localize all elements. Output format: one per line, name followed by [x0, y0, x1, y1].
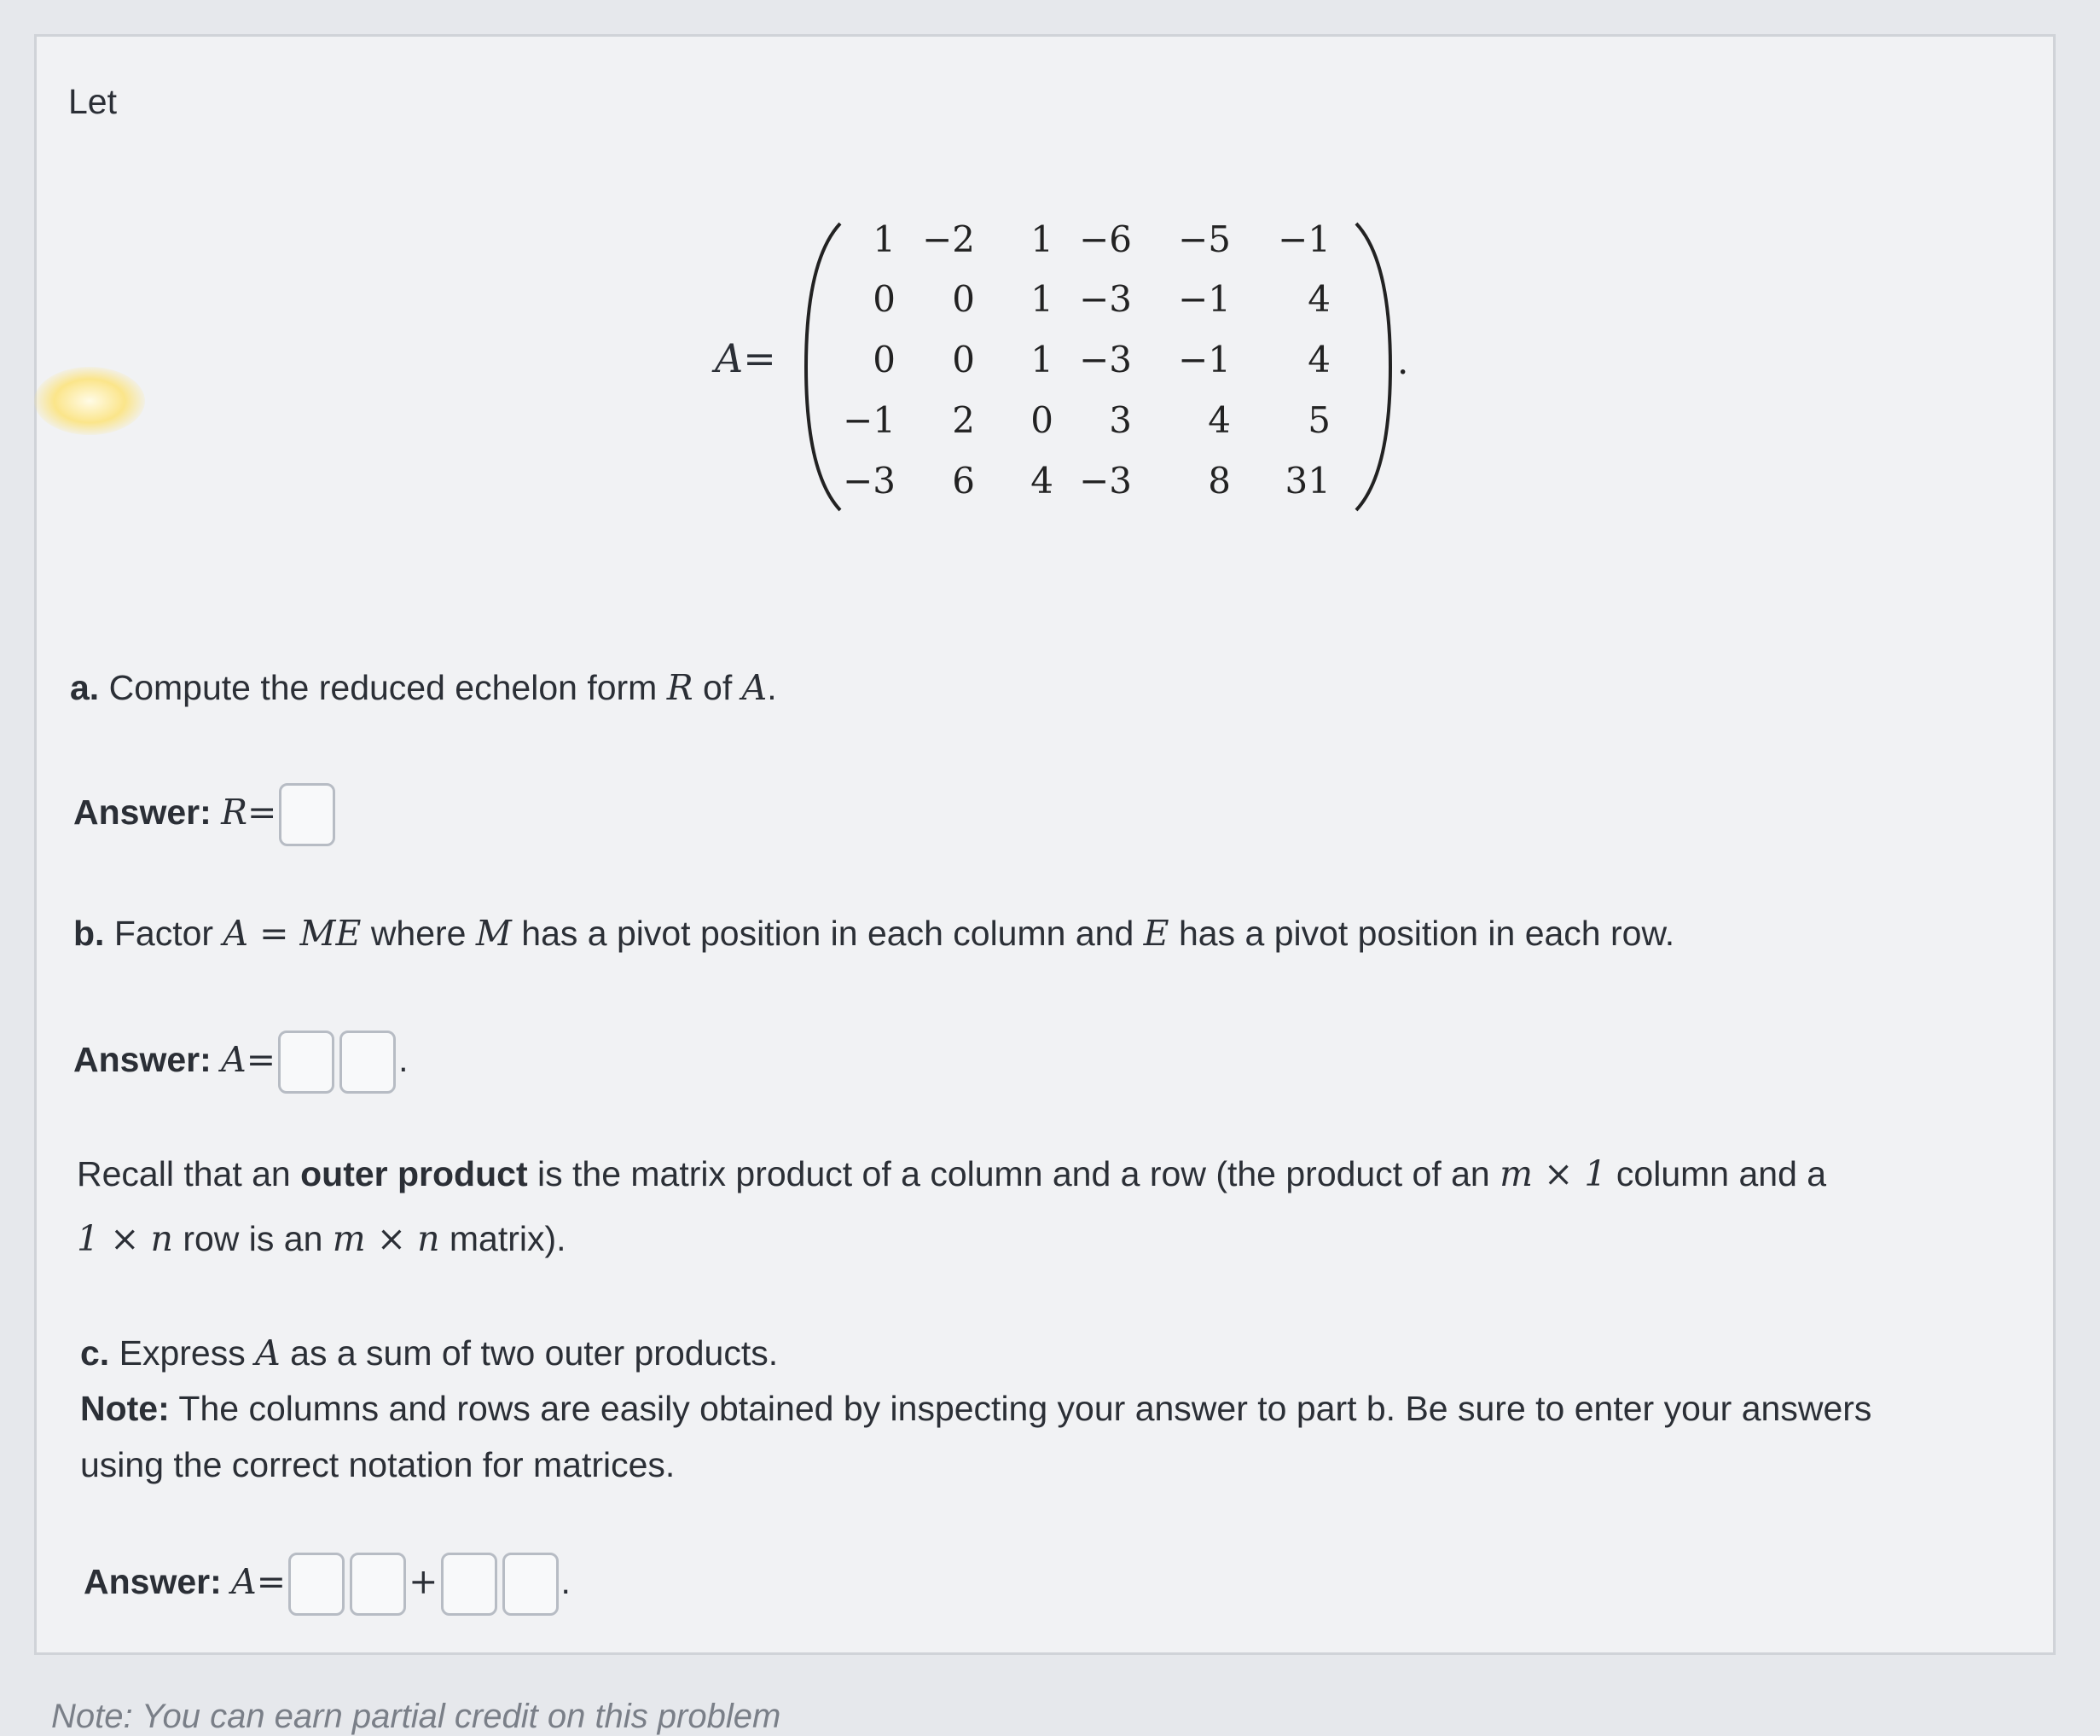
- answer-b-m-input[interactable]: [278, 1031, 334, 1094]
- matrix-cell: −2: [922, 218, 975, 260]
- matrix-cell: 6: [952, 460, 975, 502]
- answer-c-row2-input[interactable]: [502, 1553, 559, 1616]
- intro-text: Let: [68, 82, 117, 121]
- part-b-question: b. Factor A = ME where M has a pivot position in each column and E has a pivot position in each row.: [73, 913, 1675, 954]
- matrix-cell: 0: [873, 278, 896, 320]
- matrix-cell: −1: [1278, 218, 1331, 260]
- matrix-cell: 8: [1208, 460, 1231, 502]
- part-a-question: a. Compute the reduced echelon form R of A.: [70, 667, 777, 708]
- footer-note: Note: You can earn partial credit on this problem: [51, 1698, 781, 1735]
- answer-r-input[interactable]: [279, 783, 335, 846]
- matrix-cell: 4: [1308, 278, 1331, 320]
- right-paren: [1356, 224, 1390, 510]
- part-c-note-line-2: using the correct notation for matrices.: [80, 1445, 676, 1484]
- part-c-note-line-1: Note: The columns and rows are easily obtained by inspecting your answer to part b. Be sure to enter your answers: [80, 1389, 1872, 1428]
- answer-c-col2-input[interactable]: [441, 1553, 497, 1616]
- matrix-cell: −1: [1178, 339, 1231, 380]
- matrix-cell: −3: [1079, 278, 1132, 320]
- part-c-answer: Answer: A= + .: [84, 1553, 571, 1616]
- matrix-cell: −1: [1178, 278, 1231, 320]
- recall-line-1: Recall that an outer product is the matrix product of a column and a row (the product of an m × 1 column and a: [77, 1153, 1827, 1194]
- matrix-cell: 1: [1030, 218, 1053, 260]
- matrix-cell: 0: [1030, 399, 1053, 441]
- matrix-cell: 3: [1109, 399, 1132, 441]
- part-c-question: c. Express A as a sum of two outer products.: [80, 1332, 779, 1373]
- matrix-cell: 0: [952, 278, 975, 320]
- matrix-cell: 1: [873, 218, 896, 260]
- matrix-cell: 4: [1308, 339, 1331, 380]
- matrix-cell: −3: [843, 460, 896, 502]
- matrix-cell: −5: [1178, 218, 1231, 260]
- matrix-cell: 4: [1030, 460, 1053, 502]
- answer-c-row1-input[interactable]: [350, 1553, 406, 1616]
- matrix-cell: 2: [952, 399, 975, 441]
- matrix-lhs: A=: [715, 335, 776, 381]
- part-b-answer: Answer: A= .: [73, 1031, 409, 1094]
- matrix-cell: 0: [952, 339, 975, 380]
- matrix-cell: 1: [1030, 339, 1053, 380]
- matrix-cell: −3: [1079, 339, 1132, 380]
- matrix-cell: 31: [1285, 460, 1331, 502]
- recall-line-2: 1 × n row is an m × n matrix).: [77, 1218, 566, 1259]
- answer-c-col1-input[interactable]: [288, 1553, 345, 1616]
- matrix-cell: 5: [1308, 399, 1331, 441]
- matrix-cell: −6: [1079, 218, 1132, 260]
- matrix-cell: 0: [873, 339, 896, 380]
- matrix-period: .: [1397, 340, 1409, 382]
- matrix-cell: 4: [1208, 399, 1231, 441]
- answer-b-e-input[interactable]: [339, 1031, 396, 1094]
- left-paren: [806, 224, 840, 510]
- matrix-cell: 1: [1030, 278, 1053, 320]
- matrix-cell: −3: [1079, 460, 1132, 502]
- matrix-cell: −1: [843, 399, 896, 441]
- part-a-answer: Answer: R=: [73, 783, 338, 846]
